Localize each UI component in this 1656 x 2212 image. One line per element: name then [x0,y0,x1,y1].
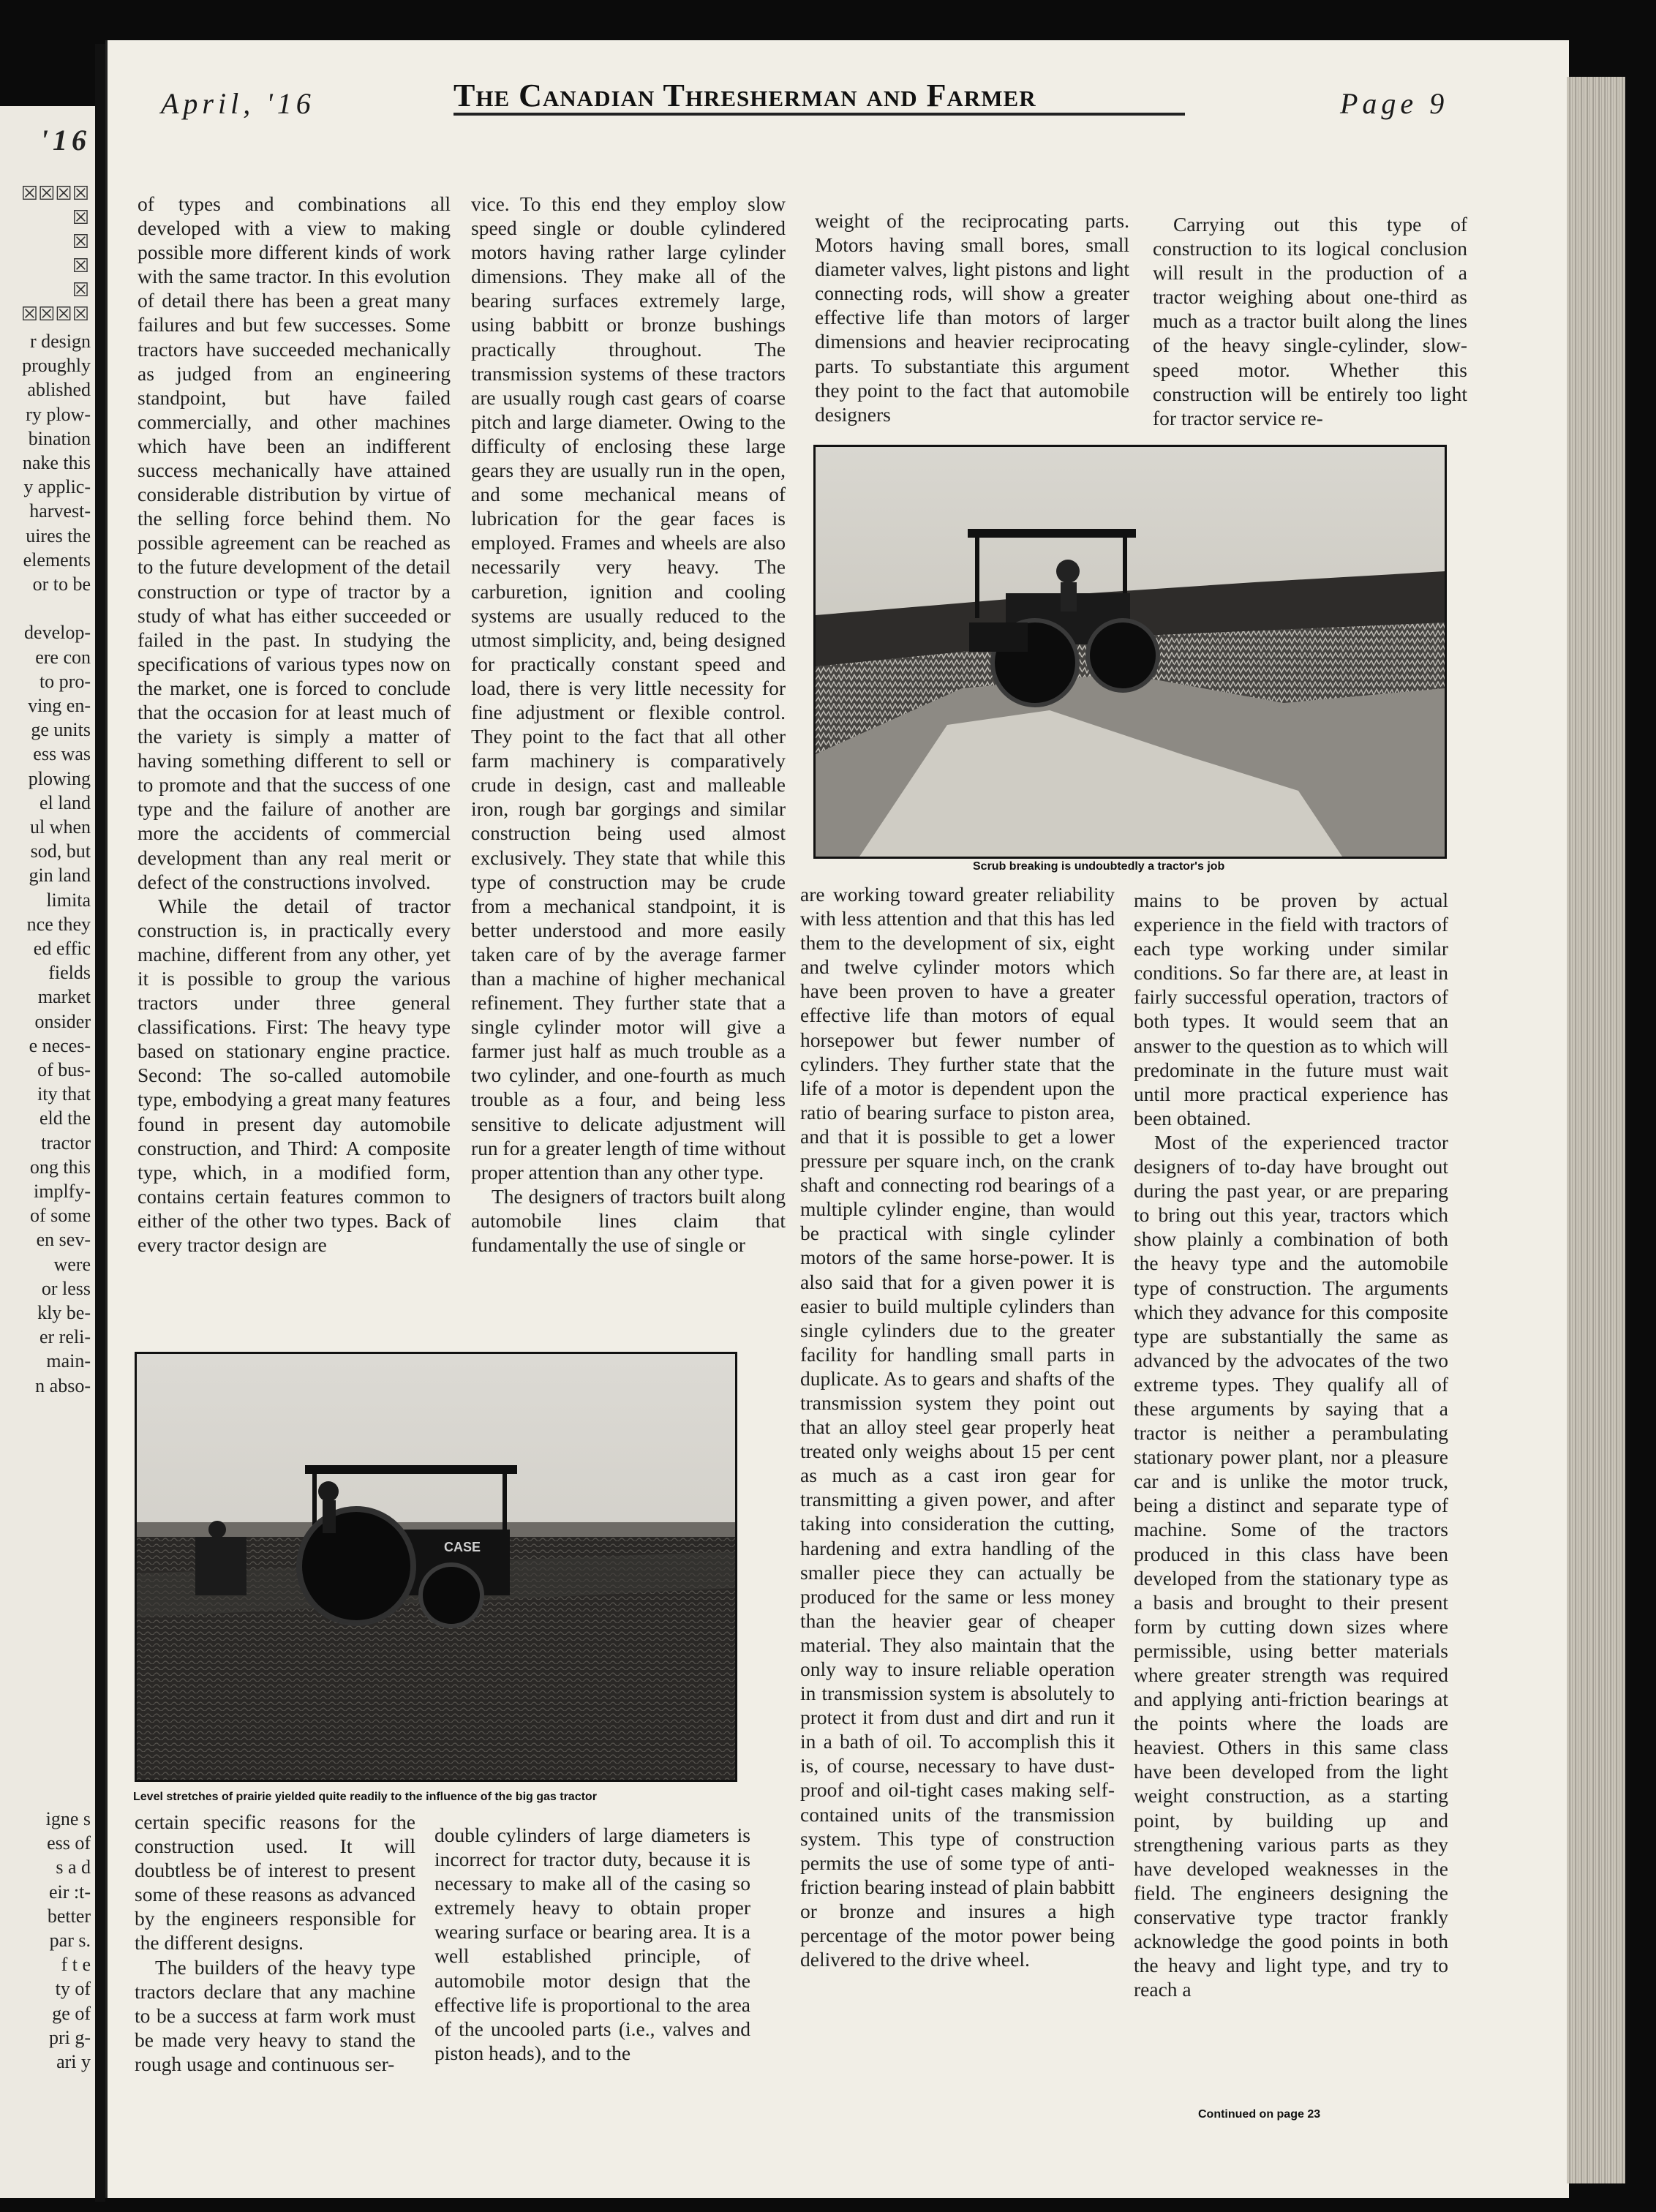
left-page-text-line: kly be- [37,1302,91,1323]
left-page-text-line: bination [28,427,91,449]
left-page-text-line: ess was [33,743,91,765]
masthead-title: The Canadian Thresherman and Farmer [453,79,1185,116]
paragraph: Carrying out this type of construction to its logical conclusion will result in the production of a tractor weighing about one-third as much as a tractor built along the lines of the heavy single-cylinder, slow-speed motor. Whether this construction will be entirely too light for tractor service re- [1153,213,1467,429]
left-page-text-line: ge units [31,719,91,741]
ornament-glyph: ☒ [72,279,89,301]
left-page-text-line: of some [29,1205,91,1227]
photo-caption-bottom: Level stretches of prairie yielded quite readily to the influence of the big gas tractor [133,1791,597,1803]
left-page-text-line: ving en- [28,695,91,716]
paragraph: of types and combinations all developed with a view to making possible more different kinds of work with the same tractor. In this evolution of detail there has been a great many failures and but few successes. Some tractors have succeeded mechanically as judged from an engineering standpoint, but have failed commercially, and other machines which have been an indifferent success mechanically have attained considerable distribution by virtue of the selling force behind them. No possible agreement can be reached as to the future development of the detail construction or type of tractor by a study of what has either succeeded or failed in the past. In studying the specifications of various types now on the market, one is forced to conclude that the occasion for at least much of the variety is simply a matter of having something different to sell or to promote and that the success of one type and the failure of another are more the accidents of commercial development than any real merit or defect of the constructions involved. [138,192,451,893]
left-page-text-line: igne s [45,1808,91,1829]
left-page-text-line: ed effic [33,938,91,959]
ornament-glyph: ☒ [72,231,89,252]
photo-prairie-tractor [135,1352,737,1782]
left-page-text-line: el land [39,791,91,813]
continued-note: Continued on page 23 [1198,2108,1321,2121]
left-page-text-line: r design [29,331,91,352]
left-page-margin [0,106,95,2198]
left-page-text-line: harvest- [29,500,91,522]
left-page-text-line: market [37,986,91,1008]
left-page-text-line: better [47,1905,91,1927]
tractor-prairie-image [137,1354,735,1780]
left-page-text-line: or to be [32,573,91,595]
ornament-glyph: ☒ [72,207,89,228]
article-column-3 [800,882,1115,1971]
left-page-text-line: n abso- [35,1374,91,1396]
page-edges [1567,77,1625,2183]
left-page-text-line: of bus- [37,1059,91,1080]
left-page-text-line: plowing [28,767,91,789]
photo-scrub-breaking [813,445,1447,859]
paragraph: vice. To this end they employ slow speed single or double cylindered motors having rather large cylinder dimensions. They make all of the bearing surfaces extremely large, using babbitt or bronze bushings practically throughout. The transmission systems of these tractors are usually rough cast gears of coarse pitch and large diameter. Owing to the difficulty of enclosing these large gears they are usually run in the open, and some mechanical means of lubrication for the gear faces is employed. Frames and wheels are also necessarily very heavy. The carburetion, ignition and cooling systems are usually reduced to the utmost simplicity, and, being designed for practically constant speed and load, there is very little necessity for fine adjustment or flexible control. They point to the fact that all other farm machinery is comparatively crude in design, cast and malleable iron, rough bar gorgings and similar construction being used almost exclusively. They state that while this type of construction may be crude from a mechanical standpoint, it is better understood and more easily taken care of by the average farmer than a machine of higher mechanical refinement. They further state that a single cylinder motor will give a farmer just half as much trouble as a two cylinder, and one-fourth as much trouble as a four, and being less sensitive to delicate adjustment will run for a greater length of time without proper attention than any other type. [471,192,786,1184]
left-page-text-line: ry plow- [26,403,91,425]
article-column-4 [1134,888,1448,2001]
left-page-text-line: ong this [29,1156,91,1178]
left-page-text-line: uires the [26,524,91,546]
left-page-text-line: ablished [27,379,91,401]
left-page-text-line: limita [46,889,91,911]
paragraph: certain specific reasons for the construction used. It will doubtless be of interest to present some of these reasons as advanced by the engineers responsible for the different designs. [135,1810,415,1955]
left-page-text-line: er reli- [39,1326,91,1348]
left-page-text-line: eir :t- [48,1881,91,1903]
page-number: Page 9 [1340,87,1449,120]
ornament-glyph: ☒☒☒☒ [20,183,89,204]
left-page-text-line: en sev- [36,1229,91,1251]
left-page-text-line: ge of [52,2002,91,2024]
left-page-text-line: ere con [35,646,91,668]
left-page-header: '16 [39,124,91,157]
left-page-text-line: were [53,1253,91,1275]
left-page-text-line: nake this [22,452,91,473]
article-column-4-top [1153,212,1467,430]
article-column-1-bottom [135,1810,415,2076]
book-gutter [95,44,105,2202]
left-page-text-line: e neces- [29,1034,91,1056]
left-page-text-line: pri g- [48,2026,91,2048]
left-page-text-line: onsider [34,1010,91,1032]
left-page-text-line: par s. [49,1930,91,1951]
issue-date: April, '16 [161,87,315,120]
article-column-2 [471,192,786,1257]
paragraph: double cylinders of large diameters is incorrect for tractor duty, because it is necessary to make all of the casing so extremely heavy to obtain proper wearing surface or bearing area. It is a well established principle, of automobile motor design that the effective life is proportional to the area of the uncooled parts (i.e., valves and piston heads), and to the [434,1824,750,2064]
left-page-text-line: nce they [26,913,91,935]
left-page-text-line: develop- [24,622,91,644]
paragraph: The designers of tractors built along automobile lines claim that fundamentally the use of single or [471,1184,786,1257]
left-page-text-line: fields [48,962,91,984]
left-page-text-line: ess of [47,1832,91,1854]
left-page-text-line: gin land [29,865,91,887]
left-page-text-line: f t e [61,1954,91,1976]
article-column-3-top [815,208,1129,426]
tractor-brand-label: CASE [444,1540,481,1554]
paragraph: are working toward greater reliability with less attention and that this has led them to the development of six, eight and twelve cylinder motors which have been proven to have a greater effective life than motors of equal horsepower but fewer number of cylinders. They further state that the life of a motor is dependent upon the ratio of bearing surface to piston area, and that it is possible to get a lower pressure per square inch, on the crank shaft and connecting rod bearings of a multiple cylinder engine, than would be practical with single cylinder motors of the same horse-power. It is also said that for a given power it is easier to build multiple cylinders than single cylinders due to the greater facility for handling small parts in duplicate. As to gears and shafts of the transmission system they point out that an alloy steel gear properly heat treated only weighs about 15 per cent as much as a cast iron gear for transmitting a given power, and after taking into consideration the cutting, hardening and extra handling of the smaller piece they can actually be produced for the same or less money than the heavier gear of cheaper material. They also maintain that the only way to insure reliable operation in transmission system is absolutely to protect it from dust and dirt and run it in a bath of oil. To accomplish this it is, of course, necessary to have dust-proof and oil-tight cases making self-contained units of the transmission system. This type of construction permits the use of some type of anti-friction bearing instead of plain babbitt or bronze and insures a high percentage of the motor power being delivered to the drive wheel. [800,883,1115,1971]
paragraph: The builders of the heavy type tractors declare that any machine to be a success at farm work must be made very heavy to stand the rough usage and continuous ser- [135,1955,415,2075]
left-page-text-line: elements [23,549,91,571]
left-page-text-line: y applic- [23,476,91,498]
left-page-text-line: ty of [55,1978,91,2000]
left-page-text-line: proughly [22,355,91,377]
paragraph: Most of the experienced tractor designers of to-day have brought out during the past year, or are preparing to bring out this year, tractors which show plainly a combination of both the heavy type and the automobile type of construction. The arguments which they advance for this composite type are substantially the same as advanced by the advocates of the two extreme types. They qualify all of these arguments by saying that a tractor is neither a perambulating stationary power plant, nor a pleasure car and is unlike the motor truck, being a distinct and separate type of machine. Some of the tractors produced in this class have been developed from the stationary type as a basis and brought to their present form by cutting down sizes where permissible, using better materials where greater strength was required and applying anti-friction bearings at the points where the loads are heaviest. Others in this same class have been developed from the light weight construction, as a starting point, by building up and strengthening various parts as they have developed weaknesses in the field. The engineers designing the conservative type tractor frankly acknowledge the good points in both the heavy and light type, and try to reach a [1134,1130,1448,2001]
article-column-1 [138,192,451,1257]
left-page-text-line: s a d [56,1856,91,1878]
left-page-text-line: ul when [29,816,91,838]
left-page-text-line: eld the [39,1107,91,1129]
left-page-text-line: or less [41,1277,91,1299]
left-page-text-line: ity that [37,1083,91,1105]
tractor-scrub-image [816,447,1445,857]
paragraph: mains to be proven by actual experience in the field with tractors of each type working under similar conditions. So far there are, at least in fairly successful operation, tractors of both types. It would seem that an answer to the question as to which will predominate in the future must wait until more practical experience has been obtained. [1134,889,1448,1129]
left-page-text-line: main- [46,1350,91,1372]
photo-caption-top: Scrub breaking is undoubtedly a tractor's job [973,860,1225,873]
article-column-2-bottom [434,1823,750,2065]
ornament-glyph: ☒☒☒☒ [20,304,89,325]
left-page-text-line: to pro- [39,670,91,692]
left-page-text-line: tractor [41,1132,91,1154]
left-page-text-line: ari y [56,2051,91,2072]
left-page-text-line: sod, but [30,840,91,862]
ornament-glyph: ☒ [72,255,89,276]
left-page-text-line: implfy- [34,1181,91,1202]
paragraph: weight of the reciprocating parts. Motors having small bores, small diameter valves, light pistons and light connecting rods, will show a greater effective life than motors of larger dimensions and heavier reciprocating parts. To substantiate this argument they point to the fact that automobile designers [815,209,1129,426]
paragraph: While the detail of tractor construction is, in practically every machine, different from any other, yet it is possible to group the various tractors under three general classifications. First: The heavy type based on stationary engine practice. Second: The so-called automobile type, embodying a great many features found in present day automobile construction, and Third: A composite type, which, in a modified form, contains certain features common to either of the other two types. Back of every tractor design are [138,894,451,1257]
